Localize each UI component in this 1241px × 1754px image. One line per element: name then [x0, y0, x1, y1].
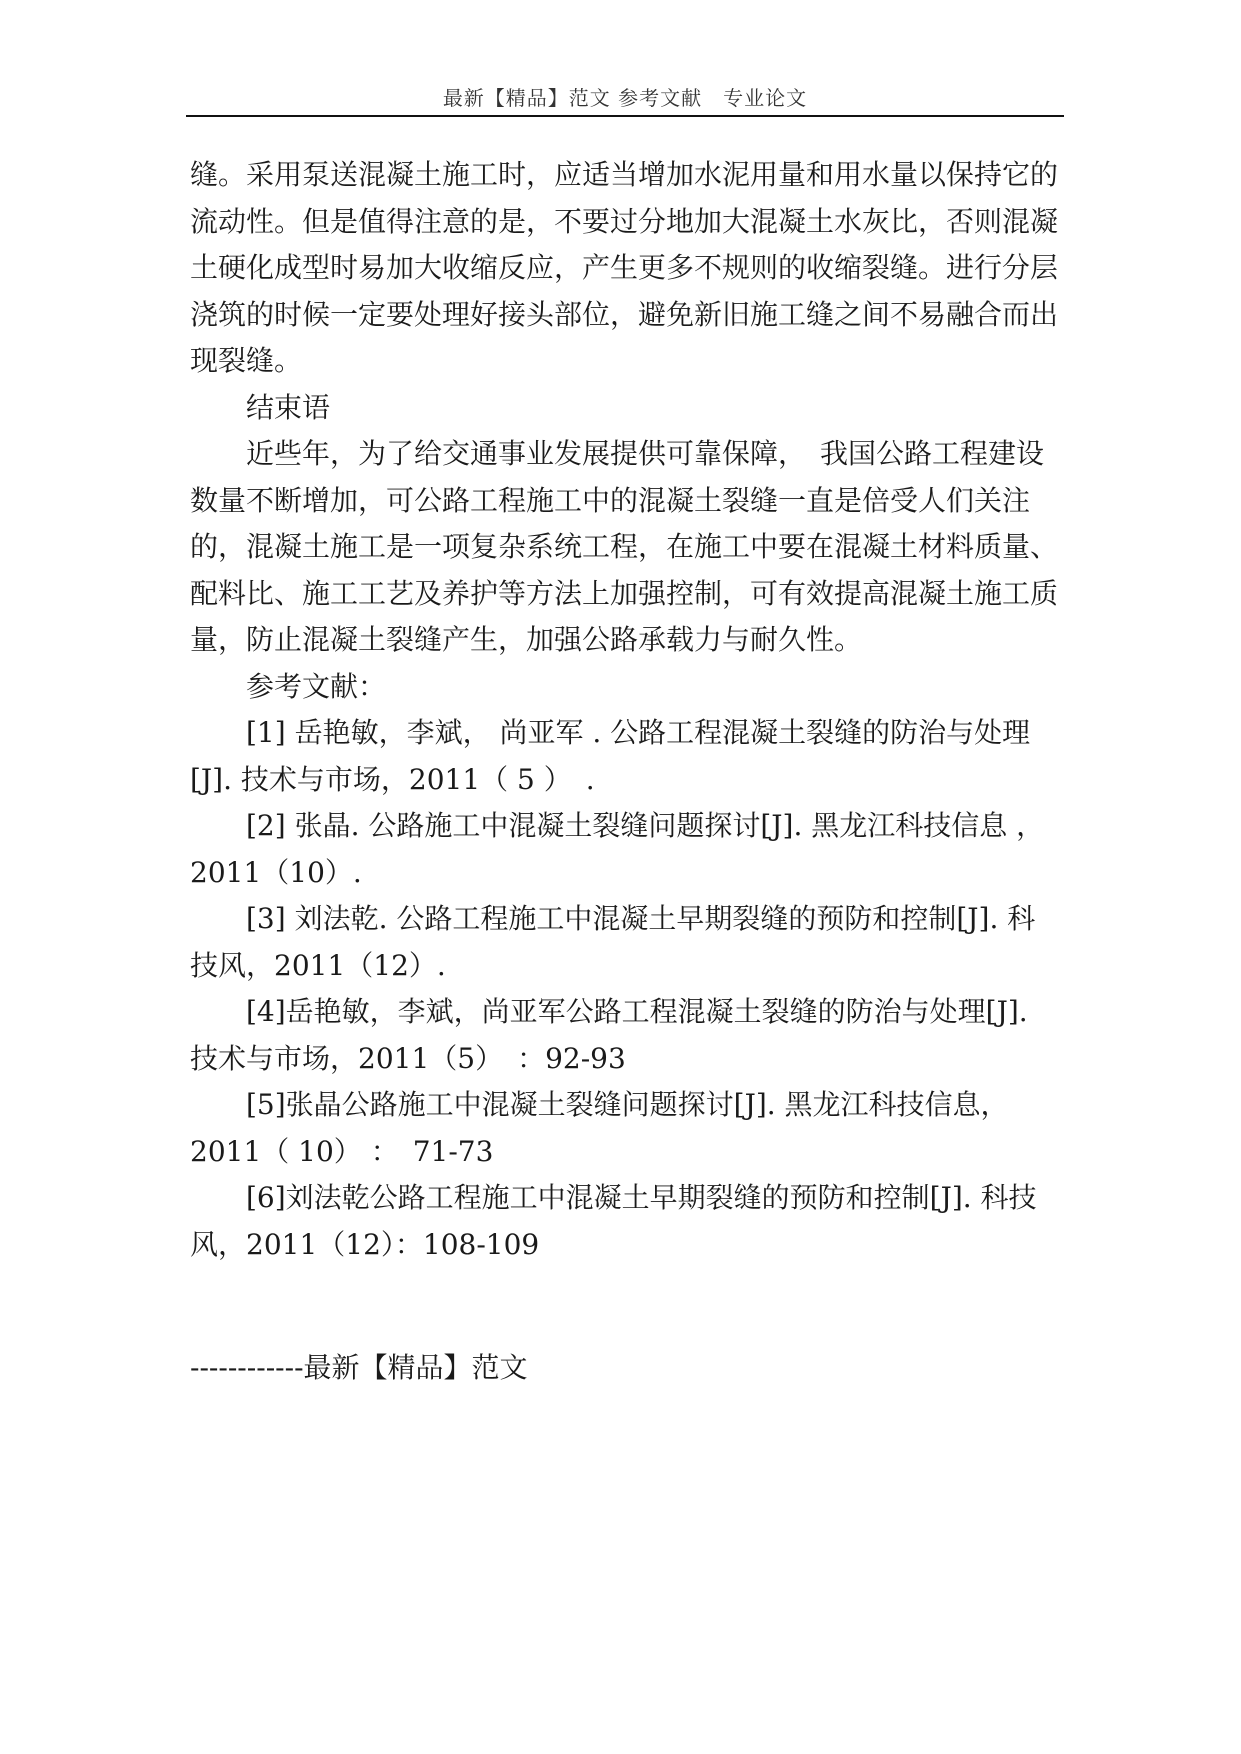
document-body — [190, 152, 1060, 1268]
reference-item-2: [2] 张晶. 公路施工中混凝土裂缝问题探讨[J]. 黑龙江科技信息 ，2011（10）. — [190, 809, 1045, 889]
conclusion-heading: 结束语 — [246, 390, 331, 424]
reference-item-3: [3] 刘法乾. 公路工程施工中混凝土早期裂缝的预防和控制[J]. 科技风，2011（12）. — [190, 902, 1036, 982]
footer-text: ------------最新【精品】范文 — [190, 1351, 528, 1384]
reference-item-4: [4]岳艳敏，李斌，尚亚军公路工程混凝土裂缝的防治与处理[J]. 技术与市场，2011（5） ：92-93 — [190, 995, 1028, 1075]
reference-item-5: [5]张晶公路施工中混凝土裂缝问题探讨[J]. 黑龙江科技信息，2011（ 10） ： 71-73 — [190, 1088, 1009, 1168]
page-header: 最新【精品】范文 参考文献 专业论文 — [442, 86, 808, 110]
body-paragraph: 缝。采用泵送混凝土施工时，应适当增加水泥用量和用水量以保持它的流动性。但是值得注意的是，不要过分地加大混凝土水灰比，否则混凝土硬化成型时易加大收缩反应，产生更多不规则的收缩裂缝。进行分层浇筑的时候一定要处理好接头部位，避免新旧施工缝之间不易融合而出现裂缝。 — [190, 158, 1059, 377]
reference-item-6: [6]刘法乾公路工程施工中混凝土早期裂缝的预防和控制[J]. 科技风，2011（12）：108-109 — [190, 1181, 1037, 1261]
header-divider — [186, 115, 1064, 117]
reference-item-1: [1] 岳艳敏，李斌， 尚亚军 . 公路工程混凝土裂缝的防治与处理[J]. 技术与市场，2011（ 5 ） . — [190, 716, 1031, 796]
references-heading: 参考文献： — [246, 669, 387, 703]
conclusion-paragraph: 近些年，为了给交通事业发展提供可靠保障， 我国公路工程建设数量不断增加，可公路工程施工中的混凝土裂缝一直是倍受人们关注的，混凝土施工是一项复杂系统工程，在施工中要在混凝土材料质量、配料比、施工工艺及养护等方法上加强控制，可有效提高混凝土施工质量，防止混凝土裂缝产生，加强公路承载力与耐久性。 — [190, 437, 1059, 656]
